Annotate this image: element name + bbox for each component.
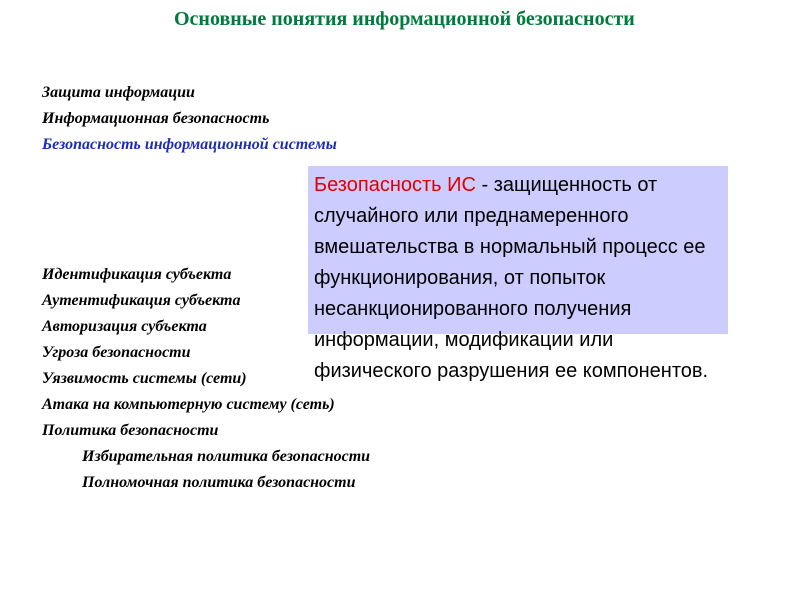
definition-text: - защищенность от случайного или преднамеренного вмешательства в нормальный процесс ее функционирования, от попыток несанкционированного получения информации, модификации или физического разрушения ее компонентов. [314,174,709,382]
term-item: Политика безопасности [42,422,219,439]
term-item: Авторизация субъекта [42,318,207,335]
term-item: Атака на компьютерную систему (сеть) [42,396,335,413]
definition-callout [308,166,728,382]
term-item: Уязвимость системы (сети) [42,370,247,387]
term-item-highlighted: Безопасность информационной системы [42,136,337,153]
term-subitem: Избирательная политика безопасности [82,448,371,465]
term-item: Идентификация субъекта [42,266,232,283]
term-item: Аутентификация субъекта [42,292,241,309]
term-item: Защита информации [42,84,195,101]
term-subitem: Полномочная политика безопасности [82,474,356,491]
slide-title: Основные понятия информационной безопасности [174,8,635,30]
term-item: Информационная безопасность [42,110,270,127]
definition-term: Безопасность ИС [314,174,476,196]
term-item: Угроза безопасности [42,344,191,361]
